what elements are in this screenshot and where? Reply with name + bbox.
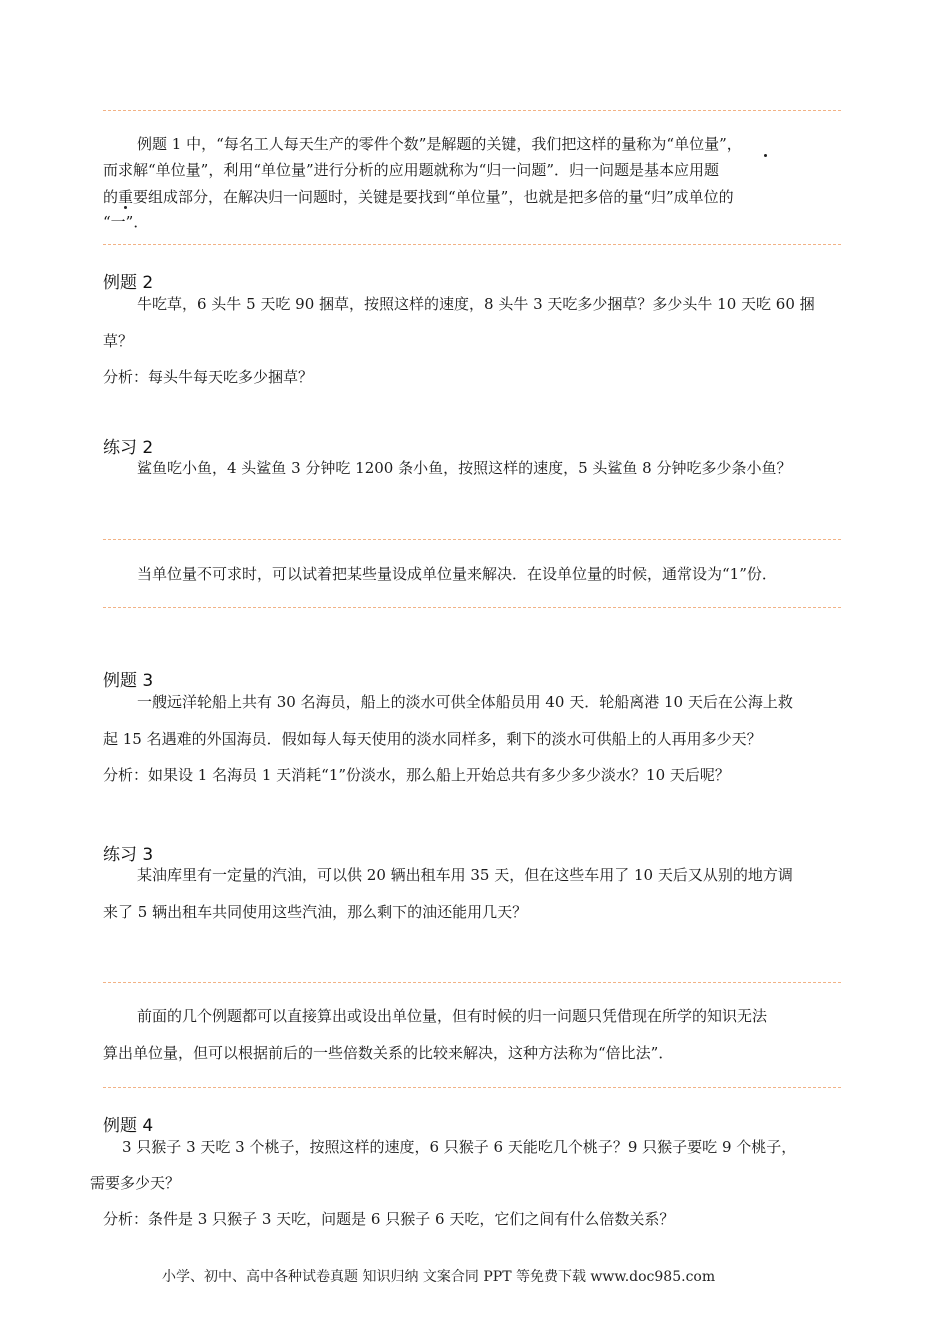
note-3-line-2: 算出单位量，但可以根据前后的一些倍数关系的比较来解决，这种方法称为“倍比法”．: [103, 1044, 674, 1062]
emphasis-dot: [764, 154, 767, 157]
example-2-line-1: 牛吃草，6 头牛 5 天吃 90 捆草，按照这样的速度，8 头牛 3 天吃多少捆草？多少头牛 10 天吃 60 捆: [137, 295, 815, 313]
emphasis-dot: [124, 206, 127, 209]
practice-3-line-2: 来了 5 辆出租车共同使用这些汽油，那么剩下的油还能用几天？: [103, 903, 528, 921]
note-3-line-1: 前面的几个例题都可以直接算出或设出单位量，但有时候的归一问题只凭借现在所学的知识无法: [137, 1007, 768, 1025]
example-2-title: 例题 2: [103, 273, 154, 293]
intro-line-4: “一”．: [103, 213, 149, 231]
practice-2-title: 练习 2: [103, 438, 154, 458]
example-2-analysis: 分析：每头牛每天吃多少捆草？: [103, 368, 314, 386]
divider-top-1: [103, 110, 841, 111]
practice-2-line-1: 鲨鱼吃小鱼，4 头鲨鱼 3 分钟吃 1200 条小鱼，按照这样的速度，5 头鲨鱼 8 分钟吃多少条小鱼？: [137, 459, 792, 477]
intro-line-2: 而求解“单位量”，利用“单位量”进行分析的应用题就称为“归一问题”．归一问题是基本应用题: [103, 161, 720, 179]
example-4-line-2: 需要多少天？: [90, 1174, 181, 1192]
example-3-line-2: 起 15 名遇难的外国海员．假如每人每天使用的淡水同样多，剩下的淡水可供船上的人再用多少天？: [103, 730, 762, 748]
example-4-analysis: 分析：条件是 3 只猴子 3 天吃，问题是 6 只猴子 6 天吃，它们之间有什么倍数关系？: [103, 1210, 675, 1228]
example-3-analysis: 分析：如果设 1 名海员 1 天消耗“1”份淡水，那么船上开始总共有多少多少淡水？10 天后呢？: [103, 766, 730, 784]
intro-line-3: 的重要组成部分，在解决归一问题时，关键是要找到“单位量”，也就是把多倍的量“归”成单位的: [103, 188, 734, 206]
practice-3-line-1: 某油库里有一定量的汽油，可以供 20 辆出租车用 35 天，但在这些车用了 10 天后又从别的地方调: [137, 866, 793, 884]
divider-bottom-3: [103, 1087, 841, 1088]
example-3-title: 例题 3: [103, 671, 154, 691]
intro-line-1: 例题 1 中，“每名工人每天生产的零件个数”是解题的关键，我们把这样的量称为“单位量”，: [137, 135, 742, 153]
example-4-line-1: 3 只猴子 3 天吃 3 个桃子，按照这样的速度，6 只猴子 6 天能吃几个桃子？9 只猴子要吃 9 个桃子，: [122, 1138, 797, 1156]
practice-3-title: 练习 3: [103, 845, 154, 865]
example-2-line-2: 草？: [103, 332, 134, 350]
divider-top-3: [103, 982, 841, 983]
divider-top-2: [103, 539, 841, 540]
divider-bottom-1: [103, 244, 841, 245]
example-3-line-1: 一艘远洋轮船上共有 30 名海员，船上的淡水可供全体船员用 40 天．轮船离港 10 天后在公海上救: [137, 693, 793, 711]
note-2-line-1: 当单位量不可求时，可以试着把某些量设成单位量来解决．在设单位量的时候，通常设为“1”份．: [137, 565, 777, 583]
divider-bottom-2: [103, 607, 841, 608]
example-4-title: 例题 4: [103, 1116, 154, 1136]
footer-text: 小学、初中、高中各种试卷真题 知识归纳 文案合同 PPT 等免费下载 www.doc985.com: [162, 1269, 716, 1285]
